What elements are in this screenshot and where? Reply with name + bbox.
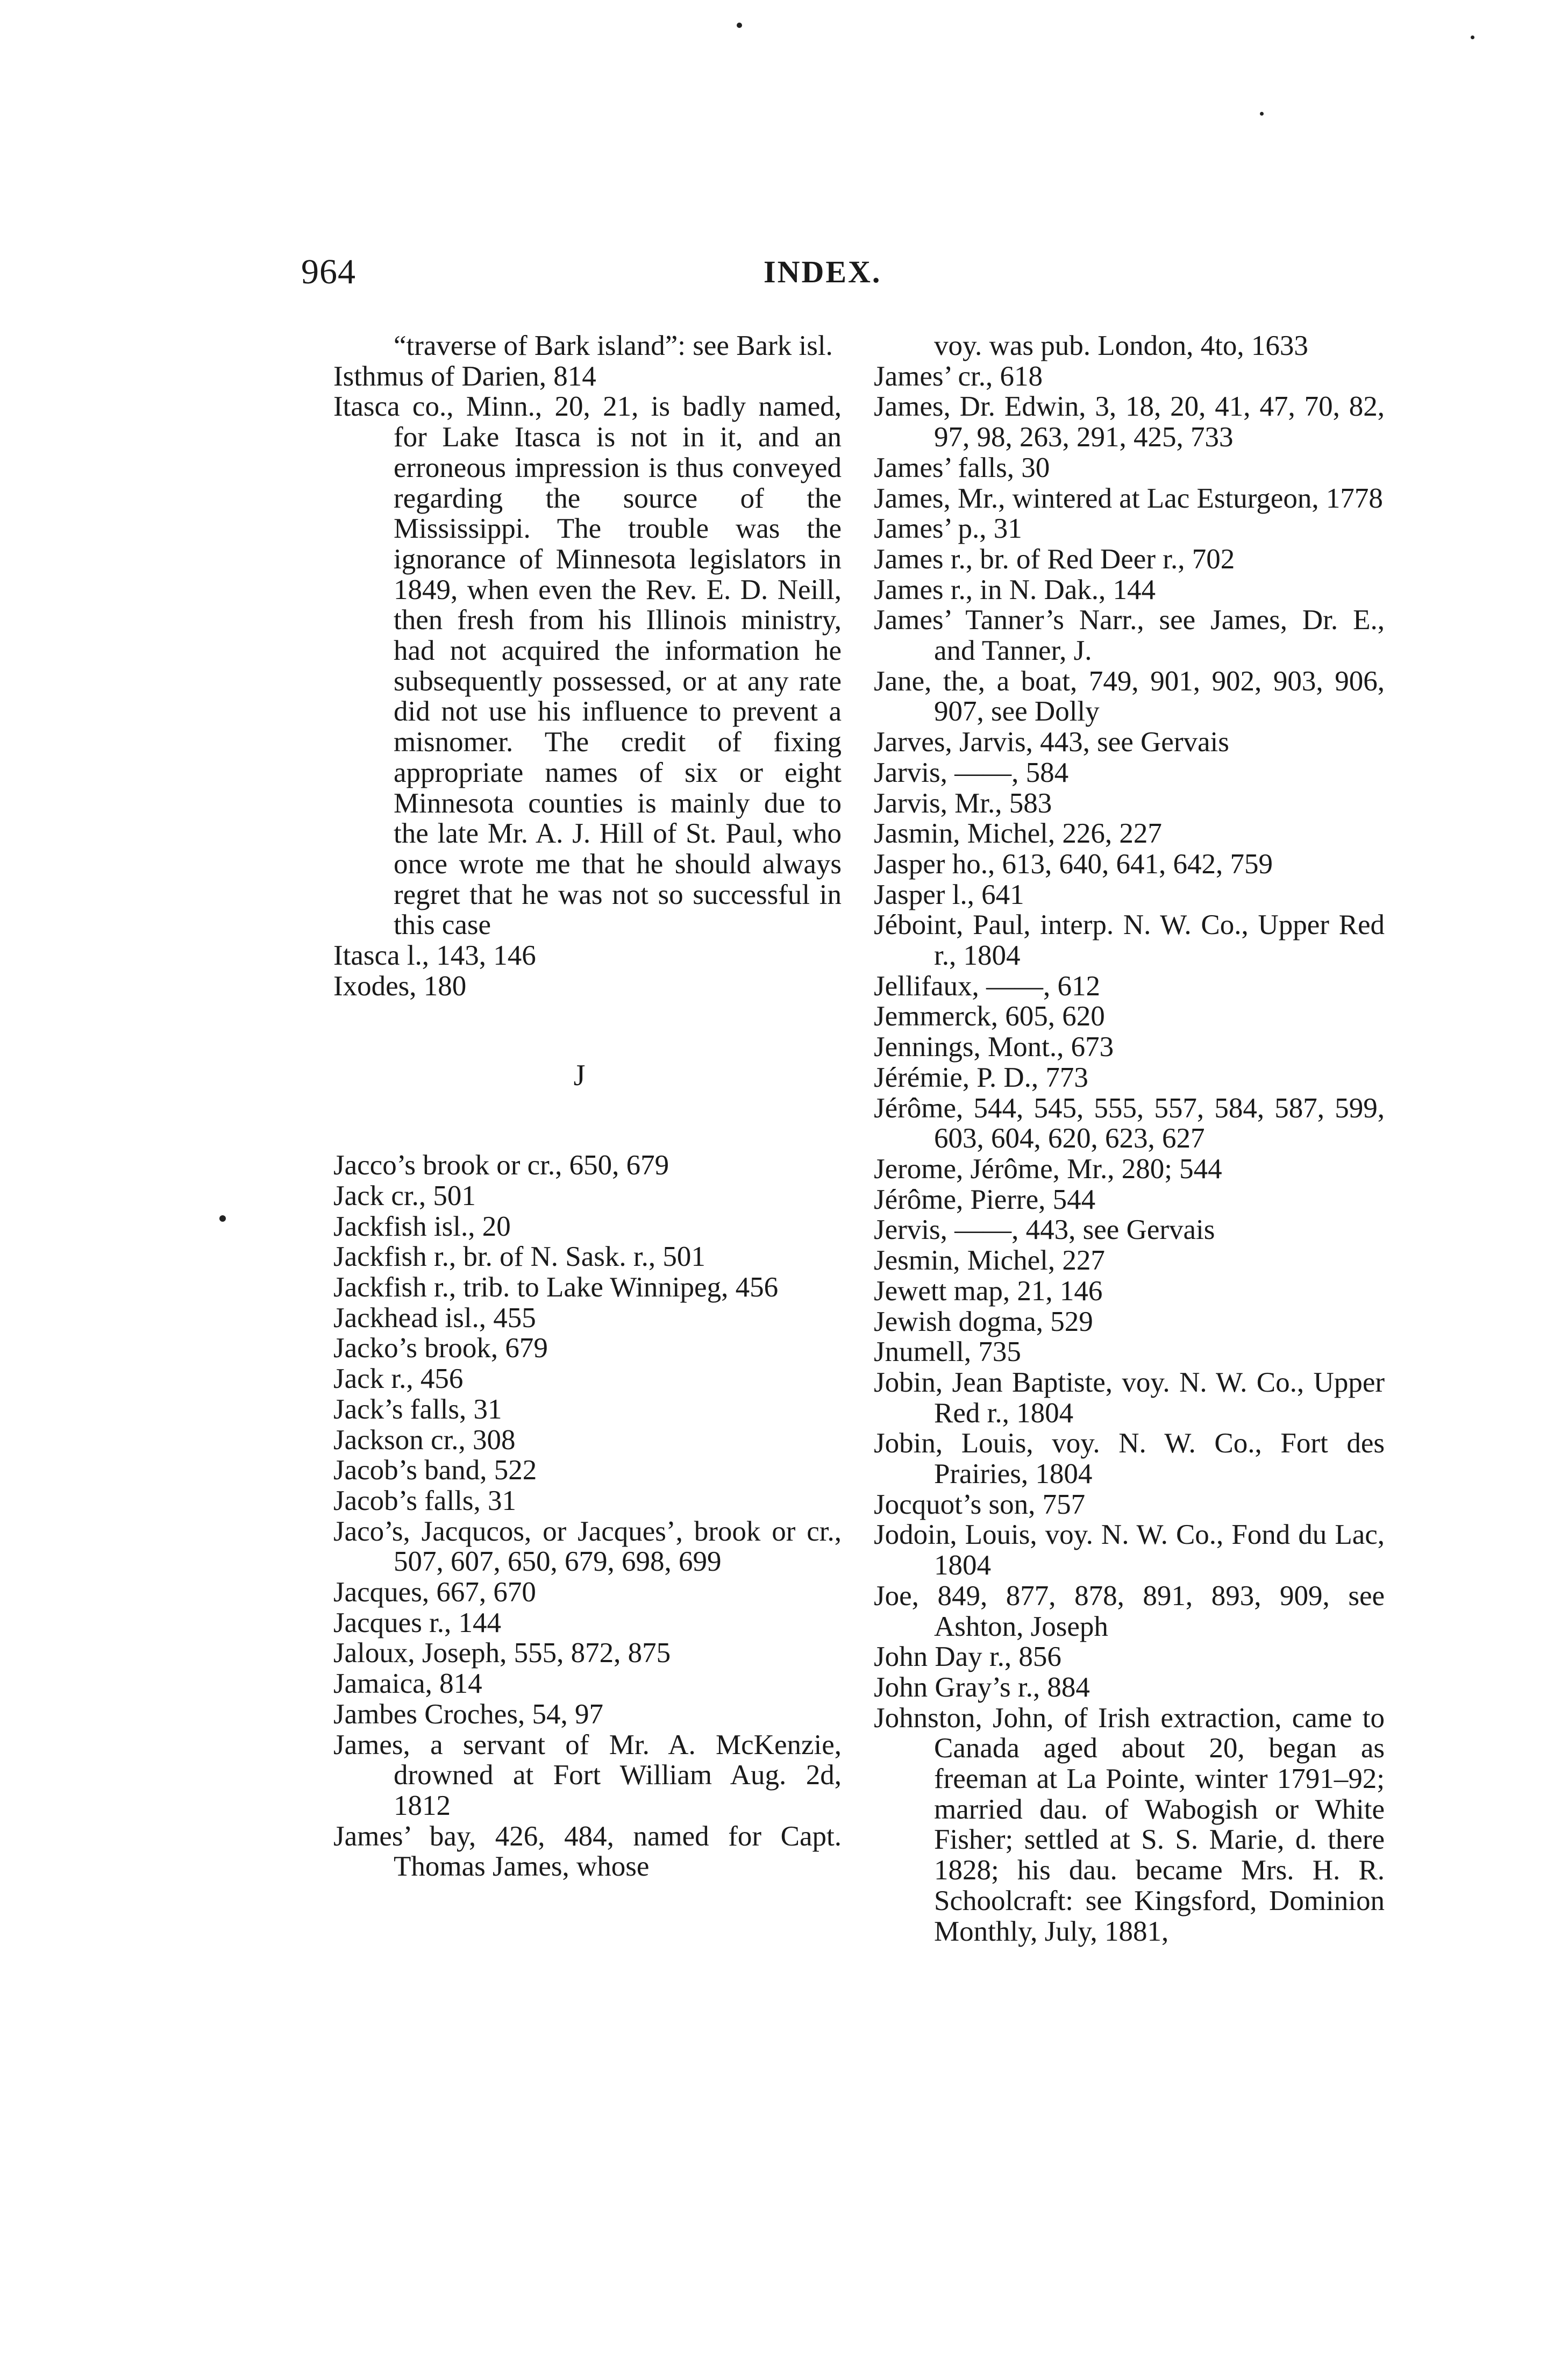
index-entry: Jambes Croches, 54, 97 <box>333 1698 603 1730</box>
right-entries <box>874 331 1385 1947</box>
index-entry: James, Dr. Edwin, 3, 18, 20, 41, 47, 70, 82, 97, 98, 263, 291, 425, 733 <box>874 391 1385 453</box>
index-entry: James’ Tanner’s Narr., see James, Dr. E., and Tanner, J. <box>874 604 1385 667</box>
index-entry: Jackfish isl., 20 <box>333 1210 511 1242</box>
index-entry: “traverse of Bark island”: see Bark isl. <box>394 330 833 361</box>
index-entry: James’ p., 31 <box>874 513 1022 545</box>
index-entry: Johnston, John, of Irish extraction, came to Canada aged about 20, began as freeman at La Pointe, winter 1791–92; married dau. of Wabogish or White Fisher; settled at S. S. Marie, d. there 1828; his dau. became Mrs. H. R. Schoolcraft: see Kingsford, Dominion Monthly, July, 1881, <box>874 1702 1385 1947</box>
index-entry: voy. was pub. London, 4to, 1633 <box>934 330 1308 361</box>
index-entry: Jocquot’s son, 757 <box>874 1488 1086 1520</box>
left-column <box>333 331 842 1882</box>
index-entry: Jane, the, a boat, 749, 901, 902, 903, 906, 907, see Dolly <box>874 665 1385 728</box>
index-entry: Jackfish r., br. of N. Sask. r., 501 <box>333 1241 705 1273</box>
index-entry: James, Mr., wintered at Lac Esturgeon, 1778 <box>874 482 1383 514</box>
index-entry: Jéboint, Paul, interp. N. W. Co., Upper Red r., 1804 <box>874 909 1385 972</box>
index-entry: Jamaica, 814 <box>333 1668 482 1700</box>
scan-speck <box>1471 35 1474 39</box>
page-number: 964 <box>301 252 356 291</box>
index-entry: Jasmin, Michel, 226, 227 <box>874 818 1162 850</box>
index-entry: Jackson cr., 308 <box>333 1424 516 1456</box>
letter-heading: J <box>573 1059 586 1093</box>
index-entry: Jervis, ——, 443, see Gervais <box>874 1214 1215 1246</box>
index-entry: Jewish dogma, 529 <box>874 1306 1093 1337</box>
index-entry: Itasca co., Minn., 20, 21, is badly named, for Lake Itasca is not in it, and an erroneous impression is thus conveyed regarding the source of the Mississippi. The trouble was the ignorance of Minnesota legislators in 1849, when even the Rev. E. D. Neill, then fresh from his Illinois ministry, had not acquired the information he subsequently possessed, or at any rate did not use his influence to prevent a misnomer. The credit of fixing appropriate names of six or eight Minnesota counties is mainly due to the late Mr. A. J. Hill of St. Paul, who once wrote me that he should always regret that he was not so successful in this case <box>333 391 842 941</box>
index-entry: Jérôme, Pierre, 544 <box>874 1184 1096 1215</box>
index-entry: Jacco’s brook or cr., 650, 679 <box>333 1150 669 1181</box>
entries-before-heading <box>333 331 842 1001</box>
index-entry: Jack r., 456 <box>333 1363 464 1395</box>
running-head: INDEX. <box>764 254 882 289</box>
index-entry: Jennings, Mont., 673 <box>874 1031 1114 1063</box>
index-entry: Jobin, Louis, voy. N. W. Co., Fort des Prairies, 1804 <box>874 1428 1385 1490</box>
index-entry: Jasper l., 641 <box>874 879 1024 910</box>
index-entry: Jacob’s band, 522 <box>333 1455 537 1486</box>
index-entry: Jacob’s falls, 31 <box>333 1485 517 1516</box>
index-entry: Jasper ho., 613, 640, 641, 642, 759 <box>874 848 1273 880</box>
index-entry: Jarvis, ——, 584 <box>874 757 1069 788</box>
index-entry: Jaloux, Joseph, 555, 872, 875 <box>333 1637 671 1669</box>
index-entry: Ixodes, 180 <box>333 970 467 1002</box>
index-entry: Jacques r., 144 <box>333 1607 502 1638</box>
index-entry: Jarves, Jarvis, 443, see Gervais <box>874 726 1229 758</box>
index-entry: Jack’s falls, 31 <box>333 1393 502 1425</box>
scan-speck <box>737 23 742 28</box>
index-entry: Jérémie, P. D., 773 <box>874 1061 1088 1093</box>
index-entry: Itasca l., 143, 146 <box>333 940 536 972</box>
index-entry: John Day r., 856 <box>874 1641 1061 1673</box>
index-entry: Jérôme, 544, 545, 555, 557, 584, 587, 599, 603, 604, 620, 623, 627 <box>874 1092 1385 1155</box>
index-entry: Jack cr., 501 <box>333 1180 476 1212</box>
index-entry: Jesmin, Michel, 227 <box>874 1245 1105 1277</box>
index-entry: Jodoin, Louis, voy. N. W. Co., Fond du Lac, 1804 <box>874 1519 1385 1581</box>
index-entry: Jackfish r., trib. to Lake Winnipeg, 456 <box>333 1271 779 1303</box>
index-entry: Jemmerck, 605, 620 <box>874 1001 1105 1032</box>
index-entry: James, a servant of Mr. A. McKenzie, drowned at Fort William Aug. 2d, 1812 <box>333 1729 842 1821</box>
index-entry: John Gray’s r., 884 <box>874 1671 1090 1703</box>
right-column <box>874 331 1385 1947</box>
index-entry: Jacko’s brook, 679 <box>333 1332 548 1364</box>
index-entry: James r., br. of Red Deer r., 702 <box>874 543 1235 575</box>
index-entry: James’ cr., 618 <box>874 360 1043 392</box>
index-entry: Jacques, 667, 670 <box>333 1577 536 1608</box>
index-entry: Joe, 849, 877, 878, 891, 893, 909, see Ashton, Joseph <box>874 1580 1385 1642</box>
index-entry: Jellifaux, ——, 612 <box>874 970 1100 1002</box>
index-entry: James r., in N. Dak., 144 <box>874 574 1156 605</box>
index-entry: James’ falls, 30 <box>874 452 1050 483</box>
index-entry: Jnumell, 735 <box>874 1336 1021 1368</box>
index-entry: Jarvis, Mr., 583 <box>874 787 1052 819</box>
index-entry: Jobin, Jean Baptiste, voy. N. W. Co., Upper Red r., 1804 <box>874 1366 1385 1429</box>
index-entry: Jaco’s, Jacqucos, or Jacques’, brook or cr., 507, 607, 650, 679, 698, 699 <box>333 1515 842 1578</box>
scan-speck <box>1260 112 1264 116</box>
entries-after-heading <box>333 1150 842 1882</box>
index-entry: Isthmus of Darien, 814 <box>333 360 596 392</box>
scan-speck <box>219 1215 226 1222</box>
index-entry: Jerome, Jérôme, Mr., 280; 544 <box>874 1153 1222 1185</box>
index-entry: Jackhead isl., 455 <box>333 1302 536 1334</box>
index-entry: James’ bay, 426, 484, named for Capt. Thomas James, whose <box>333 1820 842 1883</box>
index-entry: Jewett map, 21, 146 <box>874 1275 1103 1307</box>
